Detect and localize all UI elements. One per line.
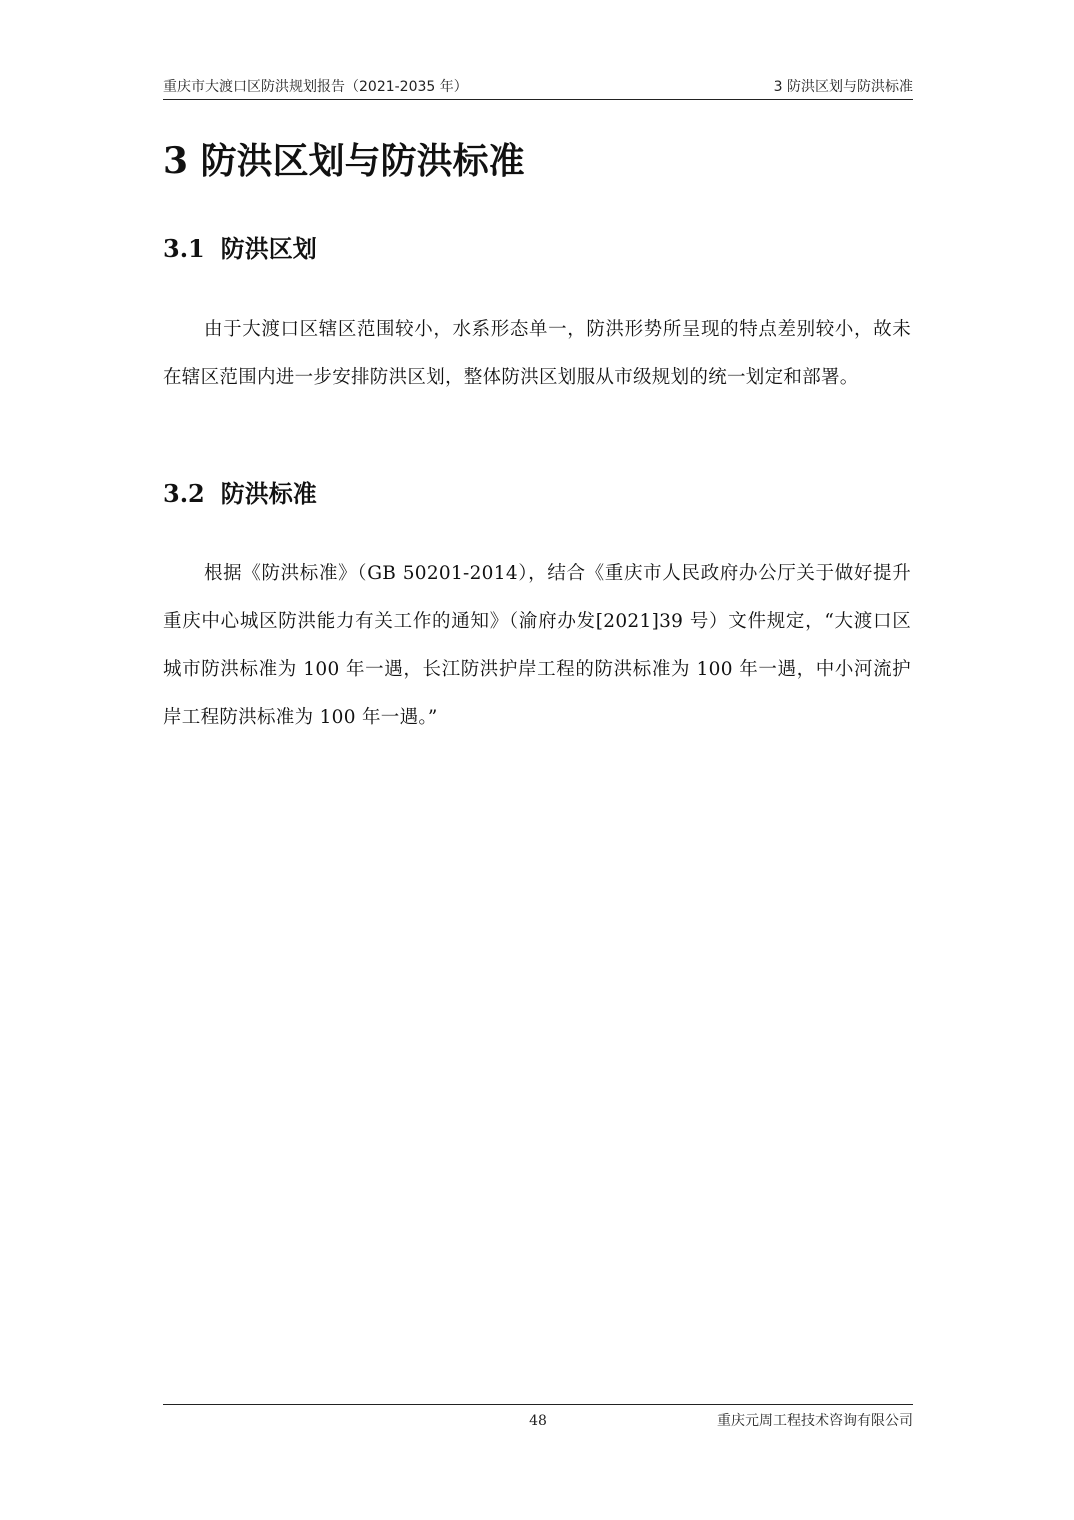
section-title: 防洪标准 (220, 479, 317, 508)
header-chapter-title: 3 防洪区划与防洪标准 (773, 79, 913, 95)
section-3-1-paragraph: 由于大渡口区辖区范围较小，水系形态单一，防洪形势所呈现的特点差别较小，故未在辖区范围内进一步安排防洪区划，整体防洪区划服从市级规划的统一划定和部署。 (163, 319, 911, 388)
section-title: 防洪区划 (220, 234, 317, 263)
page-footer (163, 1404, 913, 1429)
section-number: 3.1 (163, 234, 205, 263)
header-report-title: 重庆市大渡口区防洪规划报告（2021-2035 年） (163, 79, 468, 95)
section-3-2-paragraph: 根据《防洪标准》（GB 50201-2014），结合《重庆市人民政府办公厅关于做好提升重庆中心城区防洪能力有关工作的通知》（渝府办发[2021]39 号）文件规定，“大渡口区城市防洪标准为 100 年一遇，长江防洪护岸工程的防洪标准为 100 年一遇，中小河流护岸工程防洪标准为 100 年一遇。” (163, 563, 911, 728)
section-heading-3-2 (163, 477, 317, 511)
page-number: 48 (529, 1413, 547, 1429)
section-number: 3.2 (163, 479, 205, 508)
section-heading-3-1 (163, 232, 317, 266)
footer-company-name: 重庆元周工程技术咨询有限公司 (717, 1413, 913, 1429)
chapter-title: 3 防洪区划与防洪标准 (163, 140, 525, 182)
page-header (163, 77, 913, 100)
